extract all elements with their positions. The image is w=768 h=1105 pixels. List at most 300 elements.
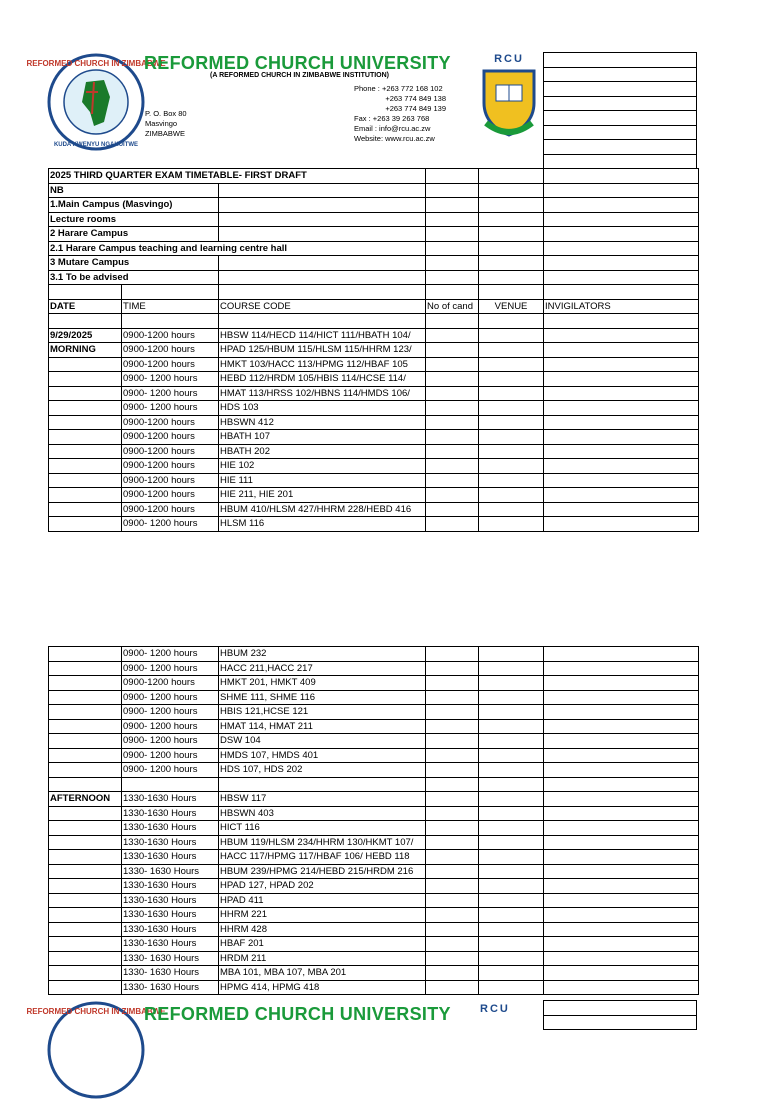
- cand-cell: [426, 459, 479, 474]
- cand-cell: [426, 415, 479, 430]
- cand-cell: [426, 763, 479, 778]
- date-cell: [49, 705, 122, 720]
- cand-cell: [426, 444, 479, 459]
- course-cell: HBUM 232: [219, 647, 426, 662]
- venue-cell: [479, 719, 544, 734]
- col-header-cand: No of cand: [426, 299, 479, 314]
- table-row: [49, 748, 699, 763]
- time-cell: 0900-1200 hours: [122, 488, 219, 503]
- date-cell: [49, 488, 122, 503]
- cand-cell: [426, 864, 479, 879]
- cand-cell: [426, 343, 479, 358]
- time-cell: 1330-1630 Hours: [122, 821, 219, 836]
- table-row: [49, 415, 699, 430]
- cand-cell: [426, 937, 479, 952]
- venue-cell: [479, 676, 544, 691]
- time-cell: 0900- 1200 hours: [122, 661, 219, 676]
- time-cell: 0900-1200 hours: [122, 328, 219, 343]
- date-cell: [49, 357, 122, 372]
- venue-cell: [479, 806, 544, 821]
- date-cell: [49, 821, 122, 836]
- course-cell: DSW 104: [219, 734, 426, 749]
- email-label: Email: [354, 124, 373, 133]
- venue-cell: [479, 908, 544, 923]
- date-cell: [49, 690, 122, 705]
- course-cell: HEBD 112/HRDM 105/HBIS 114/HCSE 114/: [219, 372, 426, 387]
- seal-ring-text-top: REFORMED CHURCH IN ZIMBABWE: [26, 1007, 166, 1016]
- crest-abbrev: RCU: [494, 53, 524, 65]
- table-row: [49, 372, 699, 387]
- postal-address: [145, 109, 187, 139]
- venue-cell: [479, 328, 544, 343]
- time-cell: 0900-1200 hours: [122, 473, 219, 488]
- invigilator-cell: [544, 705, 699, 720]
- university-subtitle: (A REFORMED CHURCH IN ZIMBABWE INSTITUTION): [210, 72, 390, 79]
- time-cell: 0900- 1200 hours: [122, 517, 219, 532]
- table-row: [49, 966, 699, 981]
- cand-cell: [426, 922, 479, 937]
- venue-cell: [479, 748, 544, 763]
- course-cell: HBSWN 412: [219, 415, 426, 430]
- time-cell: 1330- 1630 Hours: [122, 864, 219, 879]
- venue-cell: [479, 502, 544, 517]
- venue-cell: [479, 922, 544, 937]
- rcu-crest-logo: [476, 53, 542, 143]
- invigilator-cell: [544, 821, 699, 836]
- cand-cell: [426, 908, 479, 923]
- contact-block: [354, 84, 446, 144]
- date-cell: [49, 676, 122, 691]
- table-row: [49, 835, 699, 850]
- date-cell: [49, 473, 122, 488]
- table-row: [49, 502, 699, 517]
- table-row: [49, 647, 699, 662]
- course-cell: HIE 211, HIE 201: [219, 488, 426, 503]
- venue-cell: [479, 864, 544, 879]
- venue-cell: [479, 980, 544, 995]
- table-row: [49, 430, 699, 445]
- time-cell: 0900- 1200 hours: [122, 372, 219, 387]
- venue-cell: [479, 517, 544, 532]
- course-cell: HMKT 103/HACC 113/HPMG 112/HBAF 105: [219, 357, 426, 372]
- course-cell: HBSW 117: [219, 792, 426, 807]
- date-cell: [49, 893, 122, 908]
- cand-cell: [426, 705, 479, 720]
- date-cell: [49, 444, 122, 459]
- cand-cell: [426, 835, 479, 850]
- cand-cell: [426, 488, 479, 503]
- table-row: [49, 459, 699, 474]
- time-cell: 0900-1200 hours: [122, 343, 219, 358]
- col-header-invigilators: INVIGILATORS: [544, 299, 699, 314]
- fax-number: : +263 39 263 768: [368, 114, 430, 123]
- time-cell: 0900- 1200 hours: [122, 748, 219, 763]
- timetable-title: 2025 THIRD QUARTER EXAM TIMETABLE- FIRST DRAFT: [49, 169, 426, 184]
- exam-timetable-table-continued: [48, 646, 699, 995]
- course-cell: HDS 103: [219, 401, 426, 416]
- invigilator-cell: [544, 357, 699, 372]
- time-cell: 1330-1630 Hours: [122, 893, 219, 908]
- table-row: [49, 473, 699, 488]
- course-cell: HBIS 121,HCSE 121: [219, 705, 426, 720]
- venue-cell: [479, 734, 544, 749]
- invigilator-cell: [544, 893, 699, 908]
- date-cell: [49, 734, 122, 749]
- date-cell: MORNING: [49, 343, 122, 358]
- invigilator-cell: [544, 864, 699, 879]
- table-row: [49, 864, 699, 879]
- invigilator-cell: [544, 401, 699, 416]
- time-cell: 1330-1630 Hours: [122, 850, 219, 865]
- course-cell: HPAD 125/HBUM 115/HLSM 115/HHRM 123/: [219, 343, 426, 358]
- table-row: [49, 850, 699, 865]
- cand-cell: [426, 502, 479, 517]
- time-cell: 1330-1630 Hours: [122, 922, 219, 937]
- course-cell: HIE 111: [219, 473, 426, 488]
- venue-cell: [479, 647, 544, 662]
- fax-label: Fax: [354, 114, 367, 123]
- venue-cell: [479, 357, 544, 372]
- website-label: Website:: [354, 134, 384, 143]
- venue-cell: [479, 792, 544, 807]
- course-cell: HBAF 201: [219, 937, 426, 952]
- date-cell: [49, 719, 122, 734]
- date-cell: [49, 386, 122, 401]
- course-cell: HBATH 107: [219, 430, 426, 445]
- table-row: [49, 719, 699, 734]
- date-cell: [49, 661, 122, 676]
- time-cell: 0900- 1200 hours: [122, 763, 219, 778]
- invigilator-cell: [544, 835, 699, 850]
- invigilator-cell: [544, 777, 699, 792]
- venue-cell: [479, 966, 544, 981]
- time-cell: 1330-1630 Hours: [122, 806, 219, 821]
- exam-timetable-table: [48, 168, 699, 532]
- invigilator-cell: [544, 343, 699, 358]
- cand-cell: [426, 719, 479, 734]
- table-row: [49, 705, 699, 720]
- venue-cell: [479, 661, 544, 676]
- course-cell: HBSW 114/HECD 114/HICT 111/HBATH 104/: [219, 328, 426, 343]
- cand-cell: [426, 661, 479, 676]
- seal-ring-text-bottom: KUDA KWENYU NGAKUITWE: [53, 142, 139, 148]
- phone-number: +263 774 849 138: [385, 94, 446, 103]
- cand-cell: [426, 372, 479, 387]
- table-row: [49, 517, 699, 532]
- invigilator-cell: [544, 372, 699, 387]
- invigilator-cell: [544, 937, 699, 952]
- invigilator-cell: [544, 850, 699, 865]
- invigilator-cell: [544, 763, 699, 778]
- table-row: [49, 734, 699, 749]
- venue-cell: [479, 763, 544, 778]
- venue-cell: [479, 777, 544, 792]
- note-line: 3 Mutare Campus: [49, 256, 219, 271]
- note-line: 2 Harare Campus: [49, 227, 219, 242]
- course-cell: HICT 116: [219, 821, 426, 836]
- venue-cell: [479, 488, 544, 503]
- address-line: Masvingo: [145, 119, 178, 128]
- cand-cell: [426, 517, 479, 532]
- time-cell: 1330-1630 Hours: [122, 908, 219, 923]
- course-cell: HPMG 414, HPMG 418: [219, 980, 426, 995]
- venue-cell: [479, 415, 544, 430]
- cand-cell: [426, 879, 479, 894]
- course-cell: HMDS 107, HMDS 401: [219, 748, 426, 763]
- col-header-date: DATE: [49, 299, 122, 314]
- cand-cell: [426, 357, 479, 372]
- time-cell: 1330-1630 Hours: [122, 835, 219, 850]
- date-cell: [49, 980, 122, 995]
- table-row: [49, 980, 699, 995]
- date-cell: [49, 966, 122, 981]
- cand-cell: [426, 821, 479, 836]
- venue-cell: [479, 372, 544, 387]
- course-cell: HBUM 410/HLSM 427/HHRM 228/HEBD 416: [219, 502, 426, 517]
- date-cell: [49, 748, 122, 763]
- invigilator-cell: [544, 792, 699, 807]
- time-cell: 0900- 1200 hours: [122, 719, 219, 734]
- invigilator-cell: [544, 502, 699, 517]
- course-cell: HBUM 119/HLSM 234/HHRM 130/HKMT 107/: [219, 835, 426, 850]
- table-row: [49, 488, 699, 503]
- cand-cell: [426, 951, 479, 966]
- cand-cell: [426, 386, 479, 401]
- invigilator-cell: [544, 690, 699, 705]
- university-name: REFORMED CHURCH UNIVERSITY: [144, 1004, 451, 1024]
- date-cell: [49, 459, 122, 474]
- address-line: ZIMBABWE: [145, 129, 186, 138]
- venue-cell: [479, 401, 544, 416]
- time-cell: 0900-1200 hours: [122, 676, 219, 691]
- date-cell: [49, 372, 122, 387]
- invigilator-cell: [544, 473, 699, 488]
- phone-number: +263 774 849 139: [385, 104, 446, 113]
- cand-cell: [426, 966, 479, 981]
- time-cell: 0900- 1200 hours: [122, 734, 219, 749]
- time-cell: [122, 777, 219, 792]
- table-row: [49, 821, 699, 836]
- invigilator-cell: [544, 328, 699, 343]
- invigilator-cell: [544, 647, 699, 662]
- venue-cell: [479, 430, 544, 445]
- invigilator-cell: [544, 676, 699, 691]
- cand-cell: [426, 748, 479, 763]
- venue-cell: [479, 821, 544, 836]
- table-row: [49, 401, 699, 416]
- time-cell: 0900-1200 hours: [122, 459, 219, 474]
- note-line: 2.1 Harare Campus teaching and learning centre hall: [49, 241, 426, 256]
- invigilator-cell: [544, 444, 699, 459]
- invigilator-cell: [544, 980, 699, 995]
- table-row: [49, 386, 699, 401]
- venue-cell: [479, 879, 544, 894]
- time-cell: 0900- 1200 hours: [122, 647, 219, 662]
- date-cell: [49, 430, 122, 445]
- header-side-grid: [543, 52, 697, 169]
- invigilator-cell: [544, 908, 699, 923]
- crest-abbrev: RCU: [480, 1003, 510, 1015]
- phone-number: +263 772 168 102: [381, 84, 443, 93]
- course-cell: SHME 111, SHME 116: [219, 690, 426, 705]
- venue-cell: [479, 850, 544, 865]
- cand-cell: [426, 734, 479, 749]
- invigilator-cell: [544, 517, 699, 532]
- university-seal-logo: [26, 1000, 166, 1100]
- date-cell: AFTERNOON: [49, 792, 122, 807]
- table-row: [49, 806, 699, 821]
- date-cell: [49, 908, 122, 923]
- venue-cell: [479, 386, 544, 401]
- time-cell: 1330-1630 Hours: [122, 937, 219, 952]
- cand-cell: [426, 792, 479, 807]
- course-cell: HACC 211,HACC 217: [219, 661, 426, 676]
- cand-cell: [426, 850, 479, 865]
- note-line: 3.1 To be advised: [49, 270, 219, 285]
- table-row: [49, 444, 699, 459]
- cand-cell: [426, 430, 479, 445]
- invigilator-cell: [544, 488, 699, 503]
- venue-cell: [479, 459, 544, 474]
- course-cell: HBUM 239/HPMG 214/HEBD 215/HRDM 216: [219, 864, 426, 879]
- phone-label: Phone :: [354, 84, 380, 93]
- invigilator-cell: [544, 922, 699, 937]
- venue-cell: [479, 951, 544, 966]
- date-cell: [49, 850, 122, 865]
- time-cell: 0900-1200 hours: [122, 415, 219, 430]
- time-cell: 0900- 1200 hours: [122, 386, 219, 401]
- course-cell: HBATH 202: [219, 444, 426, 459]
- date-cell: [49, 502, 122, 517]
- email-address: : info@rcu.ac.zw: [374, 124, 431, 133]
- table-row: [49, 328, 699, 343]
- course-cell: HDS 107, HDS 202: [219, 763, 426, 778]
- course-cell: HMKT 201, HMKT 409: [219, 676, 426, 691]
- table-row: [49, 893, 699, 908]
- date-cell: [49, 777, 122, 792]
- date-cell: [49, 922, 122, 937]
- cand-cell: [426, 893, 479, 908]
- date-cell: [49, 864, 122, 879]
- col-header-course: COURSE CODE: [219, 299, 426, 314]
- time-cell: 1330- 1630 Hours: [122, 966, 219, 981]
- table-row: [49, 937, 699, 952]
- time-cell: 0900- 1200 hours: [122, 401, 219, 416]
- note-line: Lecture rooms: [49, 212, 219, 227]
- venue-cell: [479, 473, 544, 488]
- date-cell: [49, 517, 122, 532]
- invigilator-cell: [544, 415, 699, 430]
- table-row: [49, 879, 699, 894]
- date-cell: [49, 415, 122, 430]
- cand-cell: [426, 676, 479, 691]
- cand-cell: [426, 690, 479, 705]
- website-address: www.rcu.ac.zw: [385, 134, 435, 143]
- venue-cell: [479, 343, 544, 358]
- header-side-grid: [543, 1000, 697, 1030]
- venue-cell: [479, 937, 544, 952]
- course-cell: MBA 101, MBA 107, MBA 201: [219, 966, 426, 981]
- time-cell: 0900- 1200 hours: [122, 705, 219, 720]
- cand-cell: [426, 473, 479, 488]
- cand-cell: [426, 806, 479, 821]
- date-cell: [49, 937, 122, 952]
- col-header-venue: VENUE: [479, 299, 544, 314]
- venue-cell: [479, 835, 544, 850]
- cand-cell: [426, 328, 479, 343]
- invigilator-cell: [544, 734, 699, 749]
- table-row: [49, 951, 699, 966]
- date-cell: [49, 647, 122, 662]
- course-cell: HMAT 113/HRSS 102/HBNS 114/HMDS 106/: [219, 386, 426, 401]
- invigilator-cell: [544, 966, 699, 981]
- venue-cell: [479, 444, 544, 459]
- venue-cell: [479, 690, 544, 705]
- cand-cell: [426, 980, 479, 995]
- time-cell: 1330- 1630 Hours: [122, 951, 219, 966]
- cand-cell: [426, 647, 479, 662]
- table-row: [49, 343, 699, 358]
- cand-cell: [426, 401, 479, 416]
- course-cell: HACC 117/HPMG 117/HBAF 106/ HEBD 118: [219, 850, 426, 865]
- table-row: [49, 922, 699, 937]
- table-row: [49, 690, 699, 705]
- invigilator-cell: [544, 386, 699, 401]
- date-cell: 9/29/2025: [49, 328, 122, 343]
- table-row: [49, 908, 699, 923]
- invigilator-cell: [544, 430, 699, 445]
- table-row: [49, 357, 699, 372]
- date-cell: [49, 806, 122, 821]
- invigilator-cell: [544, 879, 699, 894]
- invigilator-cell: [544, 806, 699, 821]
- time-cell: 0900-1200 hours: [122, 430, 219, 445]
- course-cell: HPAD 411: [219, 893, 426, 908]
- course-cell: HBSWN 403: [219, 806, 426, 821]
- time-cell: 1330- 1630 Hours: [122, 980, 219, 995]
- time-cell: 1330-1630 Hours: [122, 792, 219, 807]
- course-cell: HHRM 221: [219, 908, 426, 923]
- table-row: [49, 763, 699, 778]
- date-cell: [49, 401, 122, 416]
- course-cell: HRDM 211: [219, 951, 426, 966]
- date-cell: [49, 879, 122, 894]
- table-row: [49, 792, 699, 807]
- university-name: REFORMED CHURCH UNIVERSITY: [144, 53, 451, 73]
- table-row: [49, 777, 699, 792]
- table-row: [49, 661, 699, 676]
- venue-cell: [479, 705, 544, 720]
- seal-ring-text-top: REFORMED CHURCH IN ZIMBABWE: [26, 59, 166, 68]
- course-cell: HPAD 127, HPAD 202: [219, 879, 426, 894]
- time-cell: 0900-1200 hours: [122, 502, 219, 517]
- course-cell: HMAT 114, HMAT 211: [219, 719, 426, 734]
- time-cell: 0900- 1200 hours: [122, 690, 219, 705]
- date-cell: [49, 835, 122, 850]
- cand-cell: [426, 777, 479, 792]
- invigilator-cell: [544, 459, 699, 474]
- invigilator-cell: [544, 661, 699, 676]
- date-cell: [49, 951, 122, 966]
- course-cell: HIE 102: [219, 459, 426, 474]
- date-cell: [49, 763, 122, 778]
- address-line: P. O. Box 80: [145, 109, 187, 118]
- time-cell: 1330-1630 Hours: [122, 879, 219, 894]
- invigilator-cell: [544, 748, 699, 763]
- course-cell: HLSM 116: [219, 517, 426, 532]
- nb-label: NB: [49, 183, 219, 198]
- time-cell: 0900-1200 hours: [122, 357, 219, 372]
